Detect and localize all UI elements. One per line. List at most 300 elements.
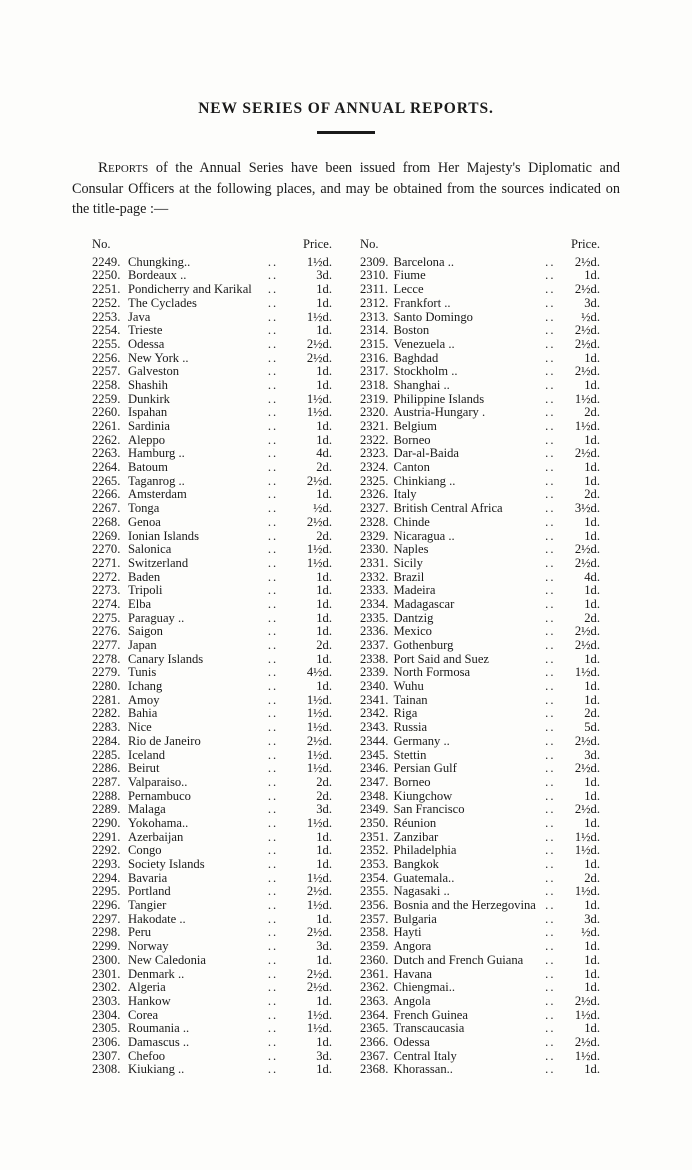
report-place: Iceland	[128, 747, 166, 762]
report-number: 2283.	[92, 720, 121, 735]
report-number: 2310.	[360, 268, 389, 283]
report-place: Transcaucasia	[393, 1021, 465, 1036]
report-price: 1d.	[316, 295, 332, 310]
report-price: 2½d.	[574, 364, 600, 379]
table-row	[360, 885, 600, 899]
table-row	[360, 392, 600, 406]
report-price: 1½d.	[306, 1021, 332, 1036]
report-place: Port Said and Suez	[393, 651, 489, 666]
leader-dots: ..	[545, 1007, 556, 1022]
table-row	[360, 1035, 600, 1049]
report-place: Trieste	[128, 323, 163, 338]
table-row	[360, 926, 600, 940]
leader-dots: ..	[545, 282, 556, 297]
report-place: Sardinia	[128, 419, 170, 433]
report-price: 1d.	[584, 514, 600, 529]
leader-dots: ..	[545, 487, 556, 502]
table-row	[360, 638, 600, 652]
report-price: 2½d.	[574, 542, 600, 557]
table-row	[92, 1049, 332, 1063]
report-price: 2½d.	[574, 555, 600, 570]
leader-dots: ..	[545, 432, 556, 447]
table-row	[360, 474, 600, 488]
report-price: 1d.	[316, 323, 332, 338]
report-place: Azerbaijan	[128, 829, 184, 844]
table-row	[92, 283, 332, 297]
report-place: Roumania ..	[128, 1021, 190, 1036]
report-number: 2330.	[360, 542, 389, 557]
report-number: 2349.	[360, 802, 389, 817]
report-price: 1d.	[584, 788, 600, 803]
column-header-no: No.	[92, 236, 111, 251]
report-price: 1½d.	[306, 309, 332, 324]
report-price: 1½d.	[574, 665, 600, 680]
report-number: 2352.	[360, 843, 389, 858]
leader-dots: ..	[545, 1062, 556, 1077]
leader-dots: ..	[267, 569, 279, 584]
table-row	[92, 652, 332, 666]
report-number: 2335.	[360, 610, 389, 625]
leader-dots: ..	[545, 884, 556, 899]
table-row	[92, 269, 332, 283]
report-number: 2304.	[92, 1007, 121, 1022]
report-place: Italy	[393, 487, 417, 502]
report-price: ½d.	[581, 309, 600, 324]
table-row	[92, 570, 332, 584]
leader-dots: ..	[267, 651, 279, 666]
report-price: 1d.	[316, 364, 332, 379]
report-number: 2288.	[92, 788, 121, 803]
report-price: 1d.	[316, 610, 332, 625]
report-place: Ispahan	[128, 405, 168, 420]
report-price: 1d.	[316, 624, 332, 639]
leader-dots: ..	[267, 542, 279, 557]
report-number: 2299.	[92, 939, 121, 954]
report-place: Chinde	[393, 514, 430, 529]
leader-dots: ..	[545, 569, 556, 584]
leader-dots: ..	[545, 870, 556, 885]
table-row	[92, 926, 332, 940]
report-price: 1d.	[316, 651, 332, 666]
table-row	[92, 994, 332, 1008]
report-price: 1d.	[316, 487, 332, 502]
leader-dots: ..	[545, 966, 556, 981]
table-row	[92, 885, 332, 899]
report-number: 2327.	[360, 501, 389, 516]
table-row	[92, 1022, 332, 1036]
table-row	[360, 337, 600, 351]
report-place: Elba	[128, 596, 152, 611]
report-price: 1d.	[584, 815, 600, 830]
leader-dots: ..	[267, 405, 279, 420]
report-price: 1d.	[316, 377, 332, 392]
report-number: 2308.	[92, 1062, 121, 1077]
report-number: 2322.	[360, 432, 389, 447]
report-price: 2d.	[584, 870, 600, 885]
report-place: Galveston	[128, 364, 180, 379]
leader-dots: ..	[267, 774, 279, 789]
report-number: 2334.	[360, 596, 389, 611]
column-header-price: Price.	[570, 236, 600, 251]
report-place: Chefoo	[128, 1048, 166, 1063]
report-place: Chinkiang ..	[393, 473, 456, 488]
report-place: Havana	[393, 966, 432, 981]
report-price: 1½d.	[306, 898, 332, 913]
report-place: Santo Domingo	[393, 309, 473, 324]
report-price: 1d.	[316, 432, 332, 447]
table-row	[360, 365, 600, 379]
report-place: Japan	[128, 638, 157, 652]
leader-dots: ..	[545, 638, 556, 652]
report-number: 2339.	[360, 665, 389, 680]
report-price: 1d.	[584, 692, 600, 707]
leader-dots: ..	[545, 651, 556, 666]
report-price: 2½d.	[306, 980, 332, 995]
report-price: 2d.	[316, 788, 332, 803]
report-number: 2275.	[92, 610, 121, 625]
leader-dots: ..	[545, 679, 556, 694]
report-price: 5d.	[584, 720, 600, 735]
report-place: Lecce	[393, 282, 424, 297]
leader-dots: ..	[267, 829, 279, 844]
report-number: 2329.	[360, 528, 389, 543]
report-price: 2d.	[316, 774, 332, 789]
report-place: The Cyclades	[128, 295, 197, 310]
table-row	[92, 406, 332, 420]
leader-dots: ..	[545, 501, 556, 516]
table-row	[92, 857, 332, 871]
report-place: Canary Islands	[128, 651, 204, 666]
report-number: 2338.	[360, 651, 389, 666]
report-price: 1d.	[584, 583, 600, 598]
leader-dots: ..	[545, 596, 556, 611]
leader-dots: ..	[545, 911, 556, 926]
report-place: Philadelphia	[393, 843, 457, 858]
report-place: Nicaragua ..	[393, 528, 455, 543]
intro-rest: of the Annual Series have been issued from Her Majesty's Diplomatic and Consular Officers at the following places, and may be obtained from the sources indicated on the title-page :—	[72, 160, 620, 218]
report-number: 2267.	[92, 501, 121, 516]
report-place: Kiukiang ..	[128, 1062, 185, 1077]
table-row	[360, 556, 600, 570]
report-number: 2262.	[92, 432, 121, 447]
report-price: 2½d.	[574, 638, 600, 652]
leader-dots: ..	[545, 391, 556, 406]
report-price: 2½d.	[574, 254, 600, 269]
report-number: 2344.	[360, 733, 389, 748]
leader-dots: ..	[267, 857, 279, 871]
report-price: 3d.	[584, 295, 600, 310]
report-place: Central Italy	[393, 1048, 457, 1063]
report-number: 2285.	[92, 747, 121, 762]
report-place: Saigon	[128, 624, 163, 639]
table-row	[92, 488, 332, 502]
report-price: 1d.	[316, 419, 332, 433]
report-price: 2d.	[584, 610, 600, 625]
table-row	[360, 981, 600, 995]
report-place: Philippine Islands	[393, 391, 485, 406]
report-place: New York ..	[128, 350, 189, 365]
column-header-place	[394, 238, 536, 256]
report-price: 1d.	[316, 952, 332, 967]
report-number: 2351.	[360, 829, 389, 844]
report-number: 2264.	[92, 460, 121, 475]
report-number: 2289.	[92, 802, 121, 817]
report-number: 2302.	[92, 980, 121, 995]
report-price: 1d.	[584, 651, 600, 666]
report-place: Belgium	[393, 419, 437, 433]
table-row	[92, 337, 332, 351]
table-row	[360, 693, 600, 707]
report-price: 2½d.	[306, 473, 332, 488]
report-number: 2353.	[360, 857, 389, 871]
table-row	[92, 830, 332, 844]
leader-dots: ..	[267, 473, 279, 488]
report-number: 2332.	[360, 569, 389, 584]
report-price: ½d.	[313, 501, 332, 516]
leader-dots: ..	[267, 993, 279, 1008]
report-place: French Guinea	[393, 1007, 468, 1022]
report-price: 1½d.	[574, 391, 600, 406]
report-number: 2331.	[360, 555, 389, 570]
report-price: 3d.	[316, 1048, 332, 1063]
report-number: 2358.	[360, 925, 389, 940]
report-price: ½d.	[581, 925, 600, 940]
report-price: 1d.	[316, 843, 332, 858]
report-number: 2293.	[92, 857, 121, 871]
leader-dots: ..	[545, 788, 556, 803]
table-row	[92, 447, 332, 461]
report-place: Dar-al-Baida	[393, 446, 459, 461]
report-number: 2295.	[92, 884, 121, 899]
report-number: 2309.	[360, 254, 389, 269]
report-number: 2287.	[92, 774, 121, 789]
report-number: 2269.	[92, 528, 121, 543]
report-number: 2326.	[360, 487, 389, 502]
leader-dots: ..	[267, 487, 279, 502]
report-number: 2286.	[92, 761, 121, 776]
leader-dots: ..	[545, 624, 556, 639]
report-number: 2321.	[360, 419, 389, 433]
page-title: NEW SERIES OF ANNUAL REPORTS.	[198, 100, 494, 117]
report-place: Gothenburg	[393, 638, 454, 652]
report-price: 1d.	[316, 282, 332, 297]
report-place: Wuhu	[393, 679, 424, 694]
leader-dots: ..	[267, 733, 279, 748]
table-row	[92, 625, 332, 639]
leader-dots: ..	[267, 419, 279, 433]
table-row	[360, 570, 600, 584]
report-number: 2252.	[92, 295, 121, 310]
report-number: 2311.	[360, 282, 388, 297]
table-row	[360, 597, 600, 611]
report-price: 2½d.	[306, 966, 332, 981]
report-number: 2298.	[92, 925, 121, 940]
report-price: 1½d.	[306, 706, 332, 721]
leader-dots: ..	[545, 583, 556, 598]
table-row	[360, 406, 600, 420]
leader-dots: ..	[267, 706, 279, 721]
table-row	[92, 611, 332, 625]
leader-dots: ..	[545, 460, 556, 475]
table-row	[360, 857, 600, 871]
table-row	[360, 734, 600, 748]
right-column	[360, 238, 600, 1077]
report-place: Peru	[128, 925, 152, 940]
report-place: Salonica	[128, 542, 172, 557]
leader-dots: ..	[267, 1048, 279, 1063]
report-number: 2361.	[360, 966, 389, 981]
table-row	[92, 680, 332, 694]
report-number: 2314.	[360, 323, 389, 338]
report-table-right	[360, 238, 600, 1077]
table-row	[92, 433, 332, 447]
report-price: 1d.	[584, 377, 600, 392]
report-price: 2½d.	[306, 336, 332, 351]
table-row	[92, 762, 332, 776]
table-row	[360, 378, 600, 392]
table-row	[92, 529, 332, 543]
report-price: 1d.	[584, 1062, 600, 1077]
leader-dots: ..	[267, 692, 279, 707]
report-number: 2357.	[360, 911, 389, 926]
report-place: Riga	[393, 706, 418, 721]
report-place: Algeria	[128, 980, 166, 995]
report-place: Brazil	[393, 569, 425, 584]
report-number: 2265.	[92, 473, 121, 488]
report-number: 2336.	[360, 624, 389, 639]
report-number: 2270.	[92, 542, 121, 557]
report-place: Hamburg ..	[128, 446, 185, 461]
leader-dots: ..	[545, 1034, 556, 1049]
leader-dots: ..	[545, 1021, 556, 1036]
report-number: 2276.	[92, 624, 121, 639]
column-header-place	[128, 238, 254, 256]
leader-dots: ..	[267, 460, 279, 475]
leader-dots: ..	[267, 377, 279, 392]
table-row	[92, 255, 332, 269]
report-place: Malaga	[128, 802, 166, 817]
leader-dots: ..	[545, 542, 556, 557]
report-number: 2259.	[92, 391, 121, 406]
leader-dots: ..	[545, 993, 556, 1008]
report-place: Switzerland	[128, 555, 189, 570]
report-price: 2½d.	[574, 802, 600, 817]
leader-dots: ..	[545, 843, 556, 858]
report-price: 2d.	[584, 405, 600, 420]
report-price: 1d.	[316, 596, 332, 611]
leader-dots: ..	[267, 282, 279, 297]
report-price: 1d.	[316, 857, 332, 871]
leader-dots: ..	[545, 802, 556, 817]
leader-dots: ..	[545, 323, 556, 338]
report-place: Society Islands	[128, 857, 205, 871]
leader-dots: ..	[267, 583, 279, 598]
table-row	[360, 762, 600, 776]
report-number: 2337.	[360, 638, 389, 652]
table-row	[360, 803, 600, 817]
table-row	[92, 392, 332, 406]
report-number: 2254.	[92, 323, 121, 338]
report-number: 2307.	[92, 1048, 121, 1063]
table-row	[360, 899, 600, 913]
report-place: Norway	[128, 939, 169, 954]
report-number: 2323.	[360, 446, 389, 461]
leader-dots: ..	[267, 514, 279, 529]
leader-dots: ..	[267, 815, 279, 830]
report-place: Portland	[128, 884, 171, 899]
leader-dots: ..	[267, 596, 279, 611]
report-place: Tonga	[128, 501, 160, 516]
report-number: 2257.	[92, 364, 121, 379]
report-price: 1½d.	[306, 720, 332, 735]
report-number: 2279.	[92, 665, 121, 680]
table-row	[92, 871, 332, 885]
report-number: 2328.	[360, 514, 389, 529]
report-place: Bordeaux ..	[128, 268, 187, 283]
report-price: 1d.	[316, 1062, 332, 1077]
report-number: 2325.	[360, 473, 389, 488]
table-row	[92, 365, 332, 379]
leader-dots: ..	[545, 665, 556, 680]
report-number: 2317.	[360, 364, 389, 379]
report-place: Tunis	[128, 665, 157, 680]
report-place: Sicily	[393, 555, 423, 570]
table-row	[360, 953, 600, 967]
report-price: 1d.	[316, 829, 332, 844]
report-price: 1½d.	[574, 1007, 600, 1022]
report-price: 1½d.	[306, 391, 332, 406]
report-price: 1d.	[584, 980, 600, 995]
report-number: 2284.	[92, 733, 121, 748]
report-number: 2306.	[92, 1034, 121, 1049]
report-number: 2292.	[92, 843, 121, 858]
report-place: Hakodate ..	[128, 911, 186, 926]
table-row	[92, 474, 332, 488]
report-price: 1d.	[584, 473, 600, 488]
report-place: Dantzig	[393, 610, 434, 625]
table-row	[92, 515, 332, 529]
report-table-left	[92, 238, 332, 1077]
leader-dots: ..	[267, 884, 279, 899]
table-row	[360, 940, 600, 954]
leader-dots: ..	[545, 419, 556, 433]
report-place: British Central Africa	[393, 501, 503, 516]
leader-dots: ..	[267, 268, 279, 283]
table-row	[360, 529, 600, 543]
report-place: Kiungchow	[393, 788, 453, 803]
report-place: Chungking..	[128, 254, 191, 269]
leader-dots: ..	[545, 829, 556, 844]
leader-dots: ..	[267, 788, 279, 803]
leader-dots: ..	[267, 747, 279, 762]
report-number: 2355.	[360, 884, 389, 899]
report-price: 2d.	[316, 528, 332, 543]
report-price: 1d.	[584, 939, 600, 954]
table-row	[360, 447, 600, 461]
report-number: 2250.	[92, 268, 121, 283]
report-place: Tripoli	[128, 583, 163, 598]
table-row	[92, 351, 332, 365]
leader-dots: ..	[545, 925, 556, 940]
report-place: Borneo	[393, 432, 431, 447]
report-number: 2274.	[92, 596, 121, 611]
report-place: Madagascar	[393, 596, 455, 611]
report-price: 3d.	[584, 747, 600, 762]
report-number: 2333.	[360, 583, 389, 598]
report-price: 3d.	[316, 268, 332, 283]
leader-dots: ..	[545, 446, 556, 461]
report-number: 2366.	[360, 1034, 389, 1049]
